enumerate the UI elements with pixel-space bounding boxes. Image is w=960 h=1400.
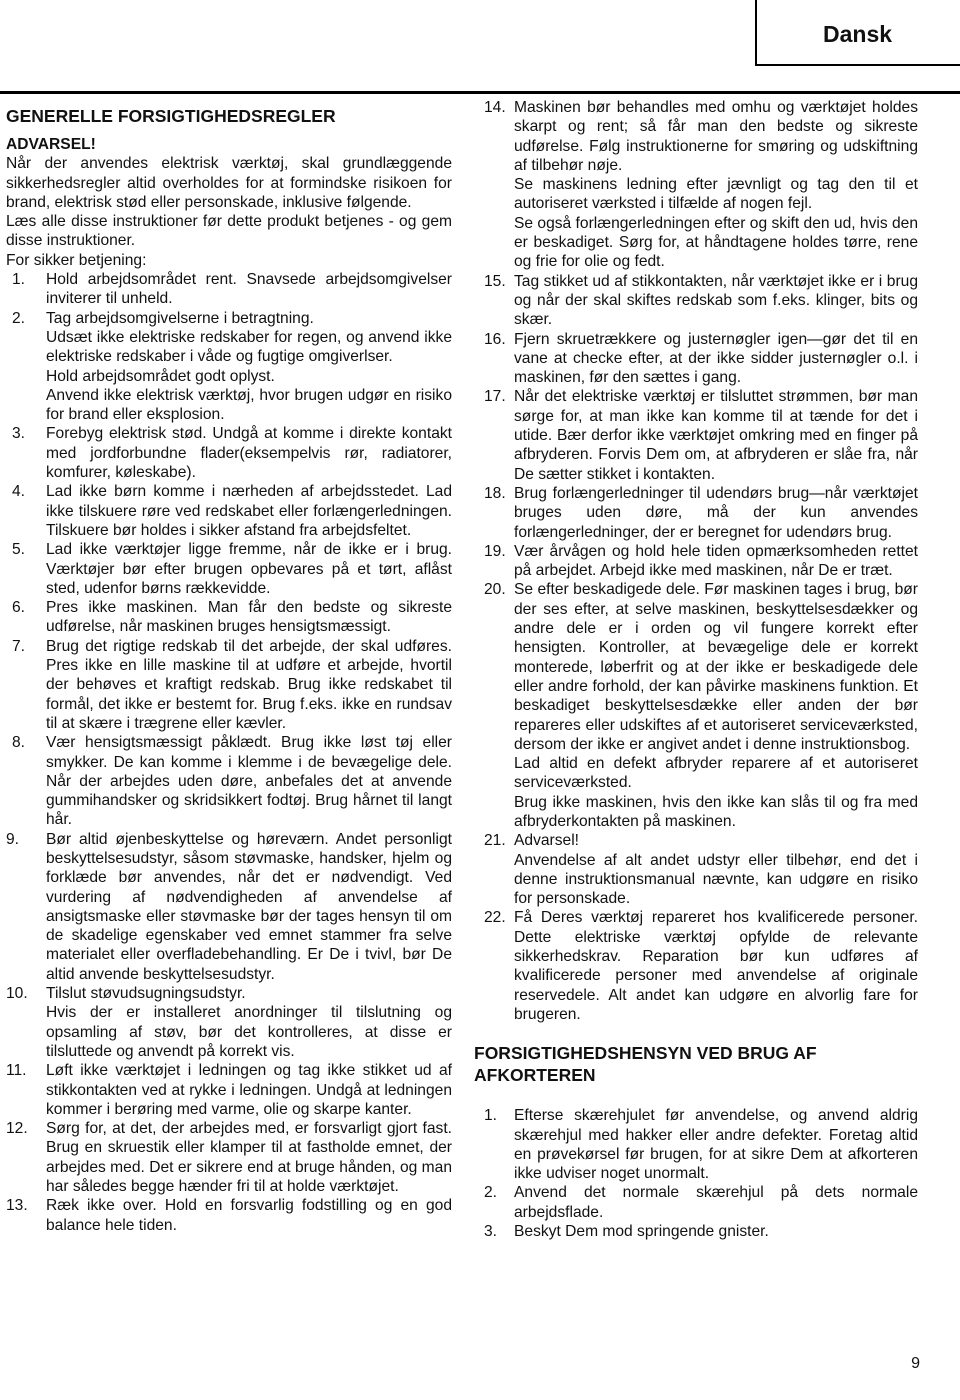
header-rule [0,91,960,94]
cutoff-safety-list [474,1106,918,1241]
list-item [6,984,452,1003]
item-text: Når det elektriske værktøj er tilsluttet strømmen, bør man sørge for, at man ikke kan komme til at tænde for det i utide. Bær derfor ikke værktøjet omkring med en finger på afbryderen. Forvis Dem om, at afbryderen er slåe fra, når De sætter stikket i kontakten. [514,388,918,483]
item-number: 16. [484,330,506,348]
item-number: 2. [484,1184,498,1202]
list-item [6,637,452,733]
item-text: Bør altid øjenbeskyttelse og høreværn. Andet personligt beskyttelsesudstyr, såsom støvmaske, handsker, hjelm og forklæde bør anvendes, når det er nødvendigt. Ved vurdering af nødvendigheden af anvendelse af ansigtsmaske eller støvmaske bør der tages hensyn til om de skadelige egenskaber ved emnet stammer fra selve materialet eller overfladebehandling. Er De i tvivl, bør De altid anvende beskyttelsesudstyr. [46,830,452,983]
item-continuation: Hold arbejdsområdet godt oplyst. [46,367,275,385]
list-item [474,580,918,754]
item-number: 10. [6,985,28,1003]
item-text: Tag arbejdsomgivelserne i betragtning. [46,309,314,327]
list-item [6,540,452,598]
list-item [474,98,918,175]
list-item [6,598,452,637]
item-number: 7. [12,637,26,655]
item-number: 5. [12,541,26,559]
language-tab [755,0,960,66]
list-item [6,1119,452,1196]
list-item [6,482,452,540]
item-text: Maskinen bør behandles med omhu og værktøjet holdes skarpt og rent; så får man den bedste og sikreste udførelse. Følg instruktionerne for smøring og udskiftning af tilbehør nøje. [514,99,918,174]
item-continuation: Se også forlængerledningen efter og skift den ud, hvis den er beskadiget. Sørg for, at håndtagene holdes tørre, rene og frie for olie og fedt. [514,214,918,271]
item-text: Pres ikke maskinen. Man får den bedste og sikreste udførelse, når maskinen bruges hensigtsmæssigt. [46,599,452,636]
safe-operation-heading: For sikker betjening: [6,251,147,269]
item-number: 3. [12,425,26,443]
right-safety-list [474,98,918,1024]
item-text: Efterse skærehjulet før anvendelse, og anvend aldrig skærehjul med hakker eller andre defekter. Foretag altid en prøvekørsel før brugen, for at sikre Dem at afkorteren ikke udviser noget unormalt. [514,1107,918,1183]
item-text: Forebyg elektrisk stød. Undgå at komme i direkte kontakt med jordforbundne flader(eksempelvis rør, radiatorer, komfurer, køleskabe). [46,425,452,482]
item-number: 1. [12,271,26,289]
item-continuation: Brug ikke maskinen, hvis den ikke kan slås til og fra med afbryderkontakten på maskinen. [514,793,918,830]
right-column [474,98,918,1241]
section-title-general: GENERELLE FORSIGTIGHEDSREGLER [6,106,336,126]
list-item [6,733,452,829]
list-item [474,831,918,850]
item-number: 19. [484,542,506,560]
item-text: Lad ikke værktøjer ligge fremme, når de ikke er i brug. Værktøjer bør efter brugen opbevares på et tørt, aflåst sted, udenfor børns rækkevidde. [46,541,452,597]
list-item [474,1222,918,1241]
list-item [474,272,918,330]
item-number: 8. [12,734,26,752]
item-number: 6. [12,599,26,617]
list-item [6,424,452,482]
item-text: Få Deres værktøj repareret hos kvalificerede personer. Dette elektriske værktøj opfylde de relevante sikkerhedskrav. Reparation bør kun udføres af kvalificerede personer med anvendelse af originale reservedele. Alt andet kan udgøre en alvorlig fare for brugeren. [514,909,918,1023]
item-text: Se efter beskadigede dele. Før maskinen tages i brug, bør der ses efter, at selve maskinen, beskyttelsesdækker og andre dele er i orden og vil fungere korrekt efter hensigten. Kontroller, at bevægelige dele er korrekt monterede, løberfrit og at der ikke er beskadigede dele eller andre forhold, der kan påvirke maskinens funktion. Et beskadiget beskyttelsesdække eller anden der bør repareres eller udskiftes af et autoriseret serviceværksted, dersom der ikke er angivet andet i denne instruktionsbog. [514,581,918,753]
item-number: 13. [6,1197,28,1215]
item-number: 14. [484,99,506,116]
item-number: 22. [484,909,506,927]
list-item [6,270,452,309]
item-number: 21. [484,832,506,850]
item-text: Tag stikket ud af stikkontakten, når værktøjet ikke er i brug og når der skal skiftes redskab som f.eks. klinger, bits og skær. [514,272,918,329]
item-text: Sørg for, at det, der arbejdes med, er forsvarligt gjort fast. Brug en skruestik eller klamper til at fastholde emnet, der arbejdes med. Det er sikrere end at bruge hånden, og man har således begge hænder fri til at holde værktøjet. [46,1120,452,1196]
item-text: Hold arbejdsområdet rent. Snavsede arbejdsomgivelser inviterer til unheld. [46,271,452,308]
item-number: 9. [6,830,20,848]
list-item [6,1196,452,1235]
read-instructions: Læs alle disse instruktioner før dette produkt betjenes - og gem disse instruktioner. [6,213,452,250]
item-continuation: Anvendelse af alt andet udstyr eller tilbehør, end det i denne instruktionsmanual nævnte, kan udgøre en risiko for personskade. [514,851,918,908]
item-text: Ræk ikke over. Hold en forsvarlig fodstilling og en god balance hele tiden. [46,1197,452,1234]
left-safety-list [6,270,452,1235]
list-item [6,830,452,984]
item-number: 17. [484,388,506,406]
item-number: 2. [12,309,26,327]
item-text: Lad ikke børn komme i nærheden af arbejdsstedet. Lad ikke tilskuere røre ved redskabet eller forlængerledningen. Tilskuere bør holdes i sikker afstand fra arbejdsfeltet. [46,483,452,539]
item-text: Anvend det normale skærehjul på dets normale arbejdsflade. [514,1184,918,1221]
page-number: 9 [911,1355,920,1372]
list-item [474,1183,918,1222]
item-text: Tilslut støvudsugningsudstyr. [46,985,246,1003]
list-item [474,542,918,581]
item-continuation: Anvend ikke elektrisk værktøj, hvor brugen udgør en risiko for brand eller eksplosion. [46,386,452,424]
list-item [474,908,918,1024]
list-item [6,1061,452,1119]
list-item [474,484,918,542]
item-text: Brug det rigtige redskab til det arbejde, der skal udføres. Pres ikke en lille maskine til at udføre et arbejde, hvortil der behøves et kraftigt redskab. Brug ikke redskabet til formål, det ikke er bestemt for. Brug f.eks. ikke en rundsav til at skære i trægrene eller kævler. [46,637,452,732]
item-number: 3. [484,1223,498,1241]
item-text: Fjern skruetrækkere og justernøgler igen—gør det til en vane at checke efter, at der ikke sidder justernøgler o.l. i maskinen, før den sættes i gang. [514,330,918,387]
list-item [474,1106,918,1183]
item-number: 12. [6,1120,28,1138]
list-item [474,387,918,483]
warning-label: ADVARSEL! [6,136,96,153]
item-text: Beskyt Dem mod springende gnister. [514,1223,769,1241]
item-continuation: Udsæt ikke elektriske redskaber for regen, og anvend ikke elektriske redskaber i våde og fugtige omgiverlser. [46,328,452,366]
item-number: 20. [484,581,506,599]
item-continuation: Se maskinens ledning efter jævnligt og tag den til et autoriseret værksted i tilfælde af nogen fejl. [514,176,918,213]
intro-paragraph: Når der anvendes elektrisk værktøj, skal grundlæggende sikkerhedsregler altid overholdes for at formindske risikoen for brand, elektrisk stød eller personskade, inklusive følgende. [6,155,452,211]
item-number: 11. [6,1062,27,1080]
item-number: 1. [484,1107,498,1125]
item-text: Advarsel! [514,832,580,850]
section-title-cutoff: FORSIGTIGHEDSHENSYN VED BRUG AF AFKORTEREN [474,1043,817,1086]
item-continuation: Lad altid en defekt afbryder reparere af et autoriseret serviceværksted. [514,755,918,792]
item-number: 15. [484,272,506,290]
item-text: Vær årvågen og hold hele tiden opmærksomheden rettet på arbejdet. Arbejd ikke med maskinen, når De er træt. [514,542,918,580]
item-text: Brug forlængerledninger til udendørs brug—når værktøjet bruges uden døre, må der kun anvendes forlængerledninger, der er beregnet for udendørs brug. [514,484,918,541]
list-item [474,330,918,388]
item-text: Vær hensigtsmæssigt påklædt. Brug ikke løst tøj eller smykker. De kan komme i klemme i de bevægelige dele. Når der arbejdes uden døre, anbefales det at anvende gummihandsker og skridsikkert fodtøj. Brug hårnet til langt hår. [46,734,452,829]
item-text: Løft ikke værktøjet i ledningen og tag ikke stikket ud af stikkontakten ved at rykke i ledningen. Undgå at ledningen kommer i berøring med varme, olie og skarpe kanter. [46,1062,452,1118]
item-number: 18. [484,484,506,502]
left-column [6,98,452,1235]
item-continuation: Hvis der er installeret anordninger til tilslutning og opsamling af støv, bør det kontrolleres, at disse er tilsluttede og anvendt på korrekt vis. [46,1004,452,1060]
item-number: 4. [12,483,26,501]
language-label: Dansk [823,21,893,47]
list-item [6,309,452,328]
